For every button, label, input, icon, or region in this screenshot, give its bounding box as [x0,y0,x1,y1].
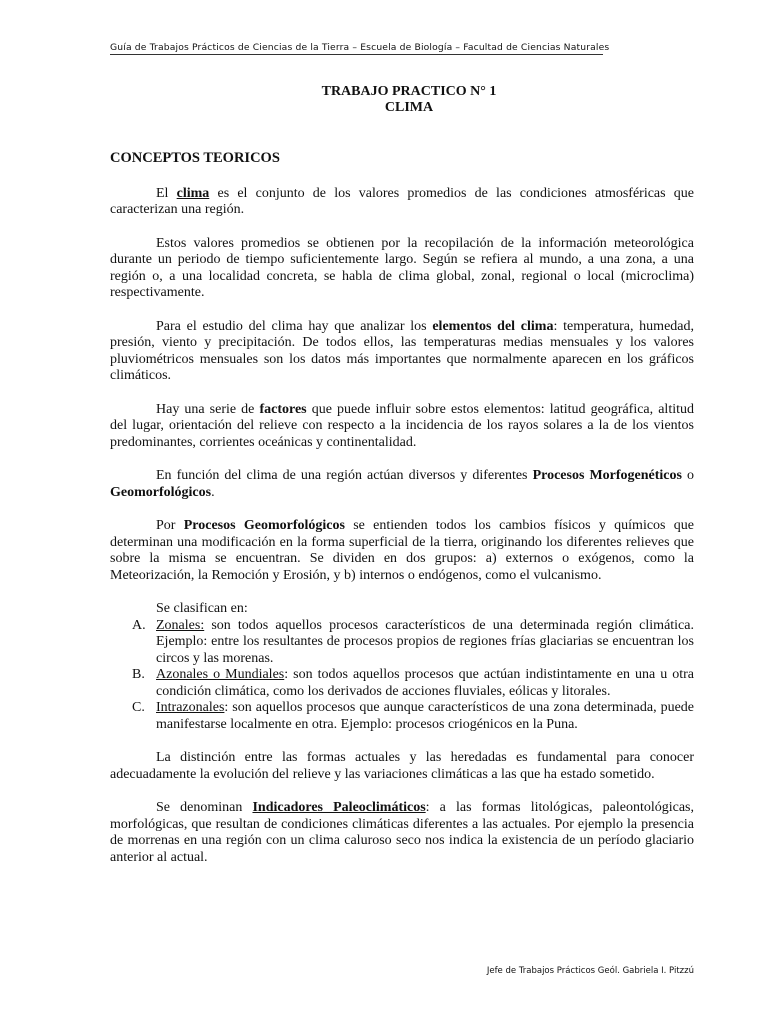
title-line-2: CLIMA [384,100,434,115]
document-body [110,84,694,866]
paragraph-clima: El clima es el conjunto de los valores promedios de las condiciones atmosféricas que caracterizan una región. [110,185,694,217]
page-footer: Jefe de Trabajos Prácticos Geól. Gabriela I. Pitzzú [486,966,694,976]
list-item: C. Intrazonales: son aquellos procesos que aunque característicos de una zona determinada, puede manifestarse localmente en otra. Ejemplo: procesos criogénicos en la Puna. [132,700,694,732]
paragraph-geomorfologicos: Por Procesos Geomorfológicos se entienden todos los cambios físicos y químicos que determinan una modificación en la forma superficial de la tierra, originando los diferentes relieves que sobre la misma se encuentran. Se dividen en dos grupos: a) externos o exógenos, como la Meteorización, la Remoción y Erosión, y b) internos o endógenos, como el vulcanismo. [110,518,694,583]
paragraph-elementos: Para el estudio del clima hay que analizar los elementos del clima: temperatura, humedad, presión, viento y precipitación. De todos ellos, las temperaturas medias mensuales y los valores pluviométricos mensuales son los datos más importantes que normalmente aparecen en los gráficos climáticos. [110,318,695,383]
paragraph-procesos: En función del clima de una región actúan diversos y diferentes Procesos Morfogenéticos o Geomorfológicos. [110,468,695,500]
list-intro: Se clasifican en: [156,601,248,616]
paragraph-distincion: La distinción entre las formas actuales y las heredadas es fundamental para conocer adecuadamente la evolución del relieve y las variaciones climáticas a las que ha estado sometido. [110,750,694,782]
paragraph-valores: Estos valores promedios se obtienen por la recopilación de la información meteorológica durante un periodo de tiempo suficientemente largo. Según se refiera al mundo, a una zona, a una región o, a una localidad concreta, se habla de clima global, zonal, regional o local (microclima) respectivamente. [110,235,694,300]
list-item: B. Azonales o Mundiales: son todos aquellos procesos que actúan indistintamente en una u otra condición climática, como los derivados de acciones fluviales, eólicas y litorales. [132,667,694,699]
classification-list [110,618,694,734]
section-title: CONCEPTOS TEORICOS [110,150,280,166]
list-item: A. Zonales: son todos aquellos procesos característicos de una determinada región climática. Ejemplo: entre los resultantes de procesos propios de regiones frías glaciarias se encuentran los circos y las morenas. [132,617,694,666]
page-header: Guía de Trabajos Prácticos de Ciencias de la Tierra – Escuela de Biología – Facultad de Ciencias Naturales [110,42,610,53]
title-line-1: TRABAJO PRACTICO N° 1 [321,84,497,99]
document-title [124,84,694,116]
paragraph-indicadores: Se denominan Indicadores Paleoclimáticos: a las formas litológicas, paleontológicas, morfológicas, que resultan de condiciones climáticas diferentes a las actuales. Por ejemplo la presencia de morrenas en una región con un clima caluroso seco nos indica la existencia de un período glaciario anterior al actual. [110,800,694,865]
paragraph-factores: Hay una serie de factores que puede influir sobre estos elementos: latitud geográfica, altitud del lugar, orientación del relieve con respecto a la incidencia de los rayos solares a la de los vientos predominantes, corrientes oceánicas y continentalidad. [110,401,694,450]
